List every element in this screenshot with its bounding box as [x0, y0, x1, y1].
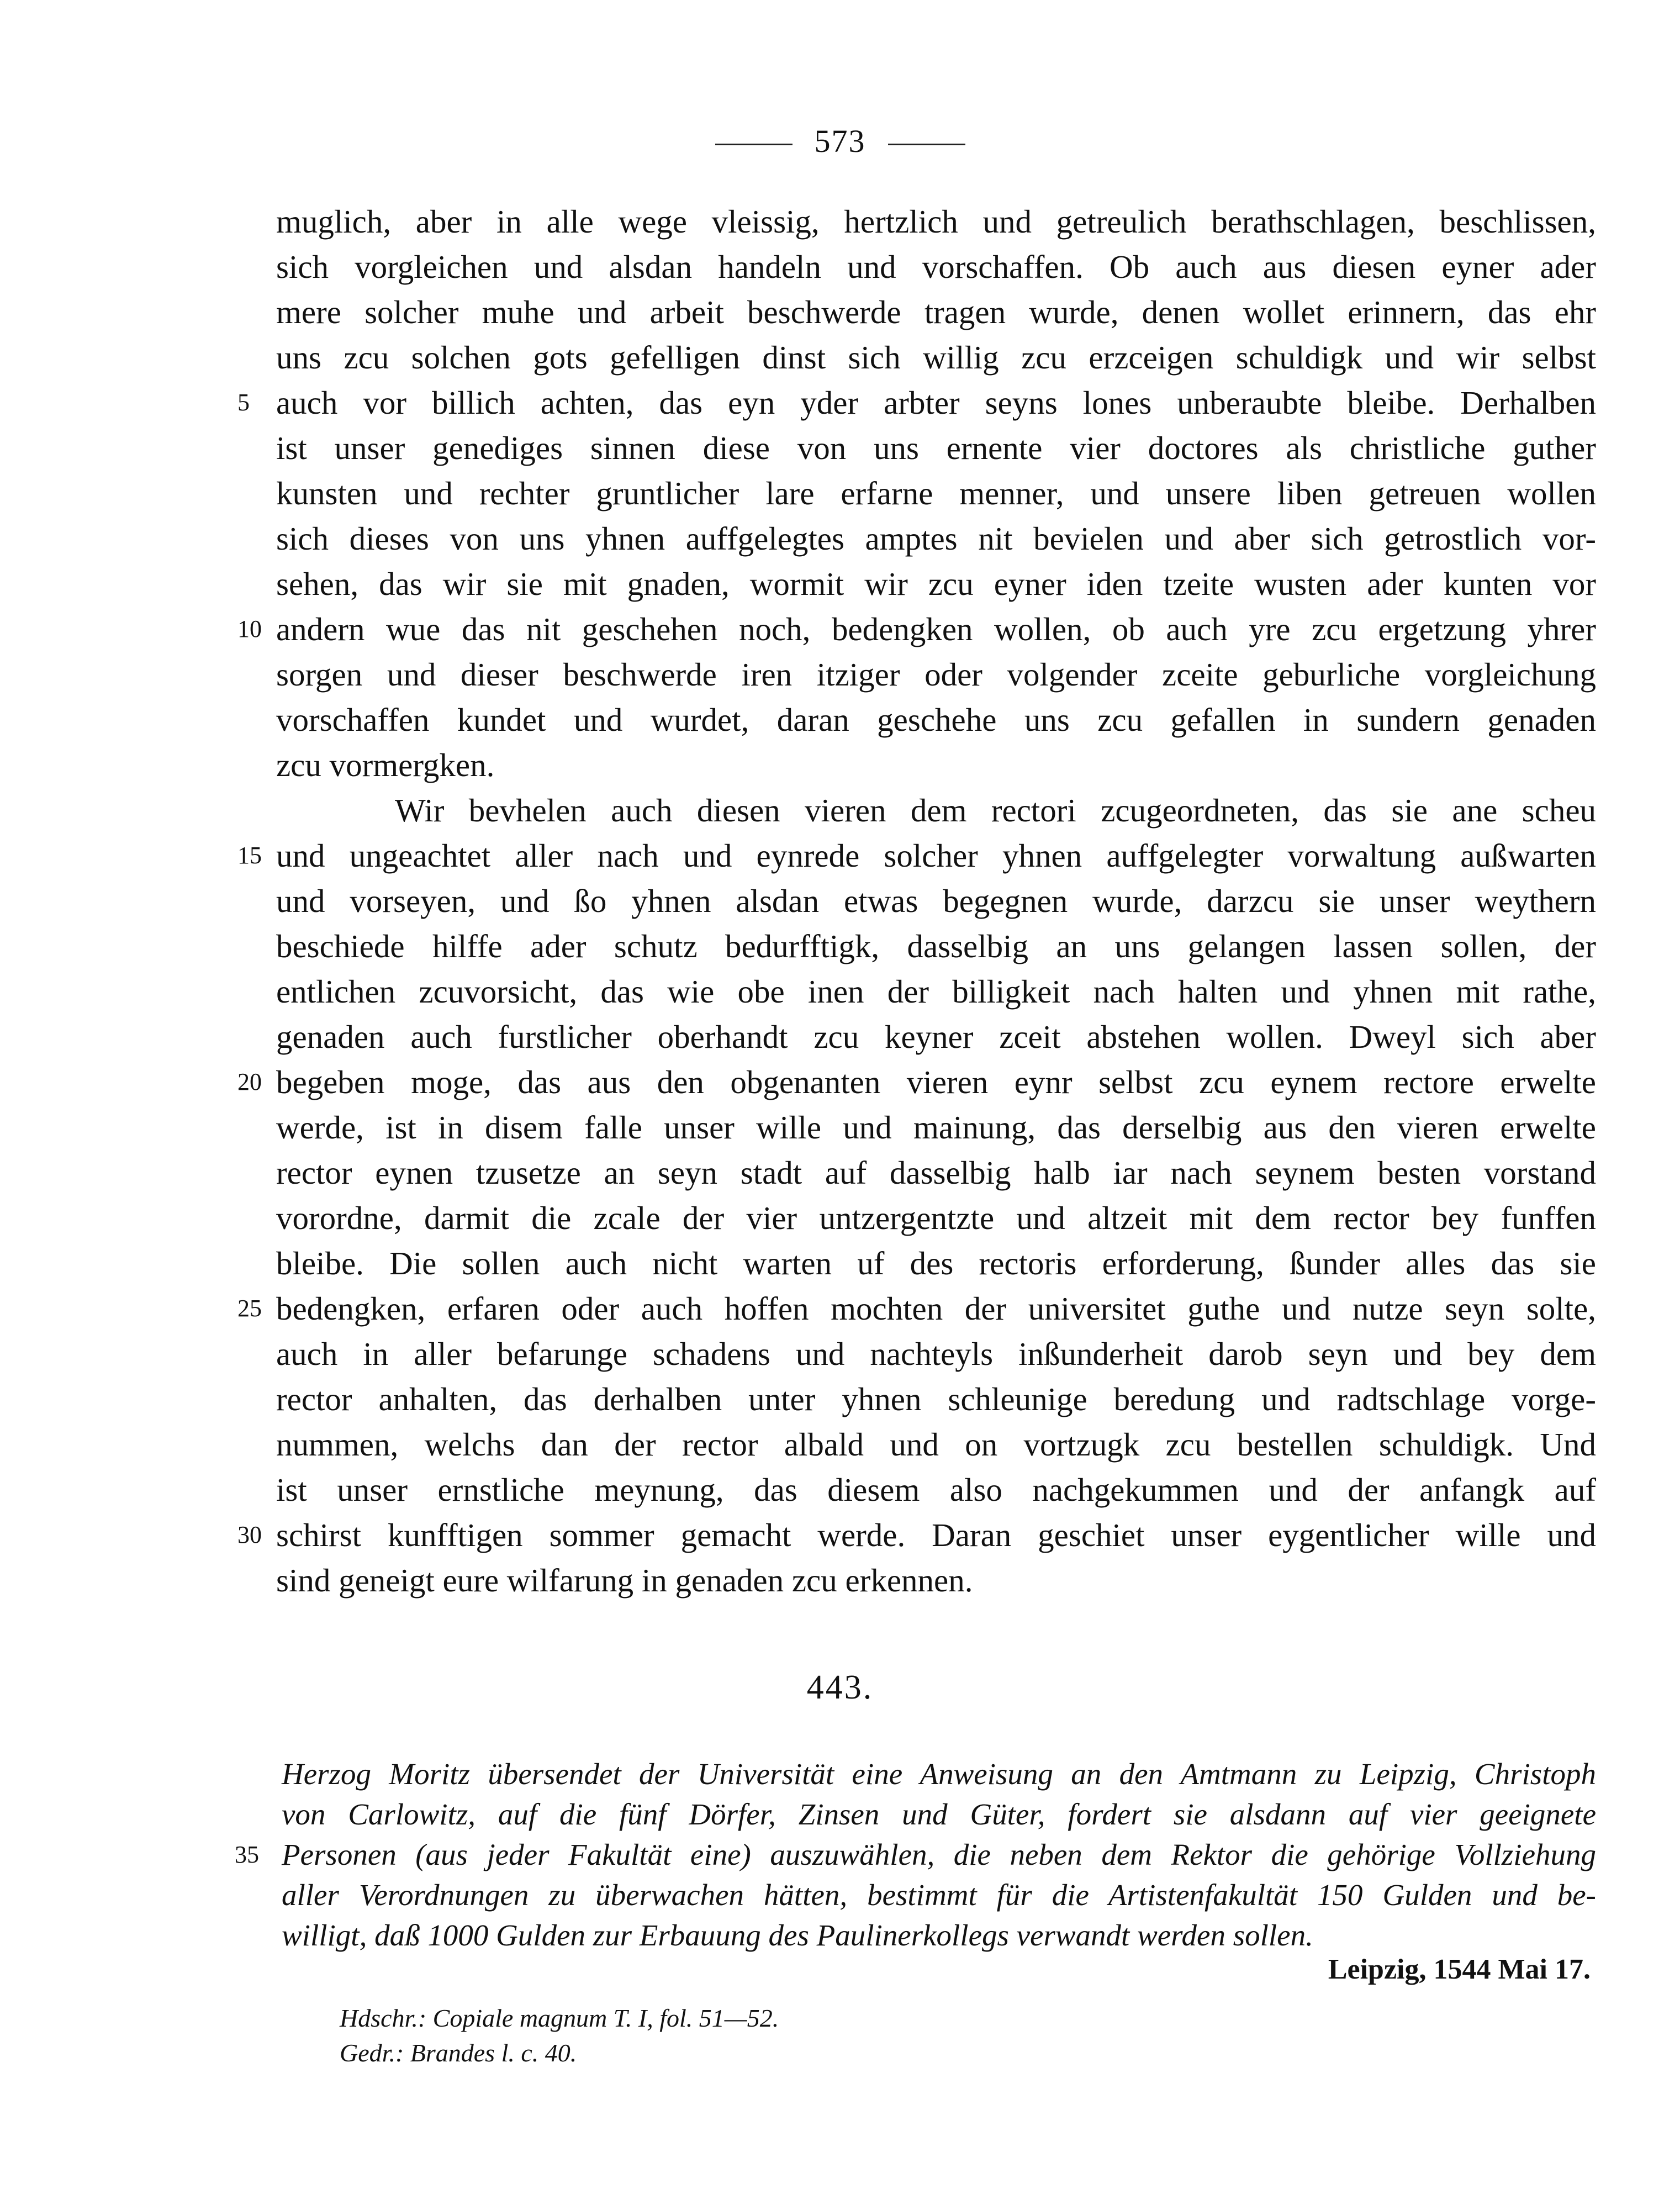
line-text: rector anhalten, das derhalben unter yhnen schleunige beredung und radtschlage vorge-	[276, 1381, 1596, 1417]
line-text: ist unser genediges sinnen diese von uns ernente vier doctores als christliche guther	[276, 430, 1596, 466]
line-text: auch in aller befarunge schadens und nachteyls inßunderheit darob seyn und bey dem	[276, 1336, 1596, 1372]
text-line	[237, 1286, 1596, 1331]
summary-line	[235, 1834, 1596, 1875]
line-text: genaden auch furstlicher oberhandt zcu keyner zceit abstehen wollen. Dweyl sich aber	[276, 1019, 1596, 1055]
line-text: sehen, das wir sie mit gnaden, wormit wir zcu eyner iden tzeite wusten ader kunten vor	[276, 566, 1596, 602]
summary-text: willigt, daß 1000 Gulden zur Erbauung des Paulinerkollegs verwandt werden sollen.	[282, 1918, 1313, 1952]
text-line	[276, 969, 1596, 1014]
text-line	[276, 425, 1596, 471]
text-line	[237, 380, 1596, 425]
page-header	[0, 123, 1680, 160]
line-text: zcu vormergken.	[276, 747, 495, 783]
text-line	[276, 924, 1596, 969]
summary-line	[282, 1794, 1596, 1834]
document-body	[237, 199, 1596, 1603]
text-line	[276, 244, 1596, 289]
text-line	[276, 1105, 1596, 1150]
source-manuscript: Hdschr.: Copiale magnum T. I, fol. 51—52.	[340, 2004, 779, 2032]
line-text: andern wue das nit geschehen noch, bedengken wollen, ob auch yre zcu ergetzung yhrer	[276, 611, 1596, 647]
text-line	[276, 561, 1596, 606]
text-line	[276, 289, 1596, 335]
summary-line	[282, 1754, 1596, 1794]
text-line	[276, 199, 1596, 244]
line-text: rector eynen tzusetze an seyn stadt auf dasselbig halb iar nach seynem besten vorstand	[276, 1154, 1596, 1191]
text-line	[276, 697, 1596, 742]
summary-text: Herzog Moritz übersendet der Universität eine Anweisung an den Amtmann zu Leipzig, Christoph	[282, 1757, 1596, 1791]
line-text: sich dieses von uns yhnen auffgelegtes amptes nit bevielen und aber sich getrostlich vor-	[276, 520, 1596, 557]
line-text: sich vorgleichen und alsdan handeln und vorschaffen. Ob auch aus diesen eyner ader	[276, 249, 1596, 285]
text-line	[276, 471, 1596, 516]
line-number: 20	[237, 1068, 262, 1095]
line-number: 30	[237, 1521, 262, 1548]
text-line	[276, 788, 1596, 833]
text-line	[276, 1422, 1596, 1467]
line-text: schirst kunfftigen sommer gemacht werde. Daran geschiet unser eygentlicher wille und	[276, 1517, 1596, 1553]
text-line	[276, 1558, 1596, 1603]
text-line	[276, 1376, 1596, 1422]
text-line	[237, 1059, 1596, 1105]
source-notes	[340, 2001, 779, 2070]
text-line	[237, 606, 1596, 652]
text-line	[276, 1014, 1596, 1059]
line-text: vorordne, darmit die zcale der vier untzergentzte und altzeit mit dem rector bey funffen	[276, 1200, 1596, 1236]
summary-text: von Carlowitz, auf die fünf Dörfer, Zinsen und Güter, fordert sie alsdann auf vier geeignete	[282, 1797, 1596, 1831]
summary-text: aller Verordnungen zu überwachen hätten, bestimmt für die Artistenfakultät 150 Gulden und be-	[282, 1878, 1596, 1912]
dateline: Leipzig, 1544 Mai 17.	[1328, 1954, 1591, 1985]
text-line	[276, 335, 1596, 380]
line-number: 10	[237, 615, 262, 642]
text-line	[237, 833, 1596, 878]
header-rule-right	[888, 144, 965, 145]
text-line	[276, 516, 1596, 561]
summary-text: Personen (aus jeder Fakultät eine) auszuwählen, die neben dem Rektor die gehörige Vollziehung	[282, 1838, 1596, 1871]
line-text: bedengken, erfaren oder auch hoffen mochten der universitet guthe und nutze seyn solte,	[276, 1290, 1596, 1327]
text-line	[276, 1241, 1596, 1286]
text-line	[276, 652, 1596, 697]
text-line	[276, 1150, 1596, 1195]
line-text: entlichen zcuvorsicht, das wie obe inen der billigkeit nach halten und yhnen mit rathe,	[276, 973, 1596, 1010]
page-number: 573	[814, 123, 866, 159]
line-number: 25	[237, 1295, 262, 1322]
line-text: muglich, aber in alle wege vleissig, hertzlich und getreulich berathschlagen, beschlissen,	[276, 203, 1596, 240]
line-text: begeben moge, das aus den obgenanten vieren eynr selbst zcu eynem rectore erwelte	[276, 1064, 1596, 1100]
line-text: nummen, welchs dan der rector albald und on vortzugk zcu bestellen schuldigk. Und	[276, 1426, 1596, 1463]
text-line	[276, 742, 1596, 788]
line-text: ist unser ernstliche meynung, das diesem also nachgekummen und der anfangk auf	[276, 1471, 1596, 1508]
text-line	[276, 1467, 1596, 1512]
line-text: und vorseyen, und ßo yhnen alsdan etwas begegnen wurde, darzcu sie unser weythern	[276, 883, 1596, 919]
line-text: uns zcu solchen gots gefelligen dinst sich willig zcu erzceigen schuldigk und wir selbst	[276, 339, 1596, 376]
line-text: sorgen und dieser beschwerde iren itziger oder volgender zceite geburliche vorgleichung	[276, 656, 1596, 693]
line-number: 35	[235, 1841, 259, 1868]
text-line	[276, 878, 1596, 924]
line-text: vorschaffen kundet und wurdet, daran geschehe uns zcu gefallen in sundern genaden	[276, 701, 1596, 738]
line-number: 15	[237, 842, 262, 869]
line-text: sind geneigt eure wilfarung in genaden zcu erkennen.	[276, 1562, 973, 1599]
line-text: und ungeachtet aller nach und eynrede solcher yhnen auffgelegter vorwaltung außwarten	[276, 837, 1596, 874]
line-text: beschiede hilffe ader schutz bedurfftigk, dasselbig an uns gelangen lassen sollen, der	[276, 928, 1596, 964]
summary-line	[282, 1915, 1596, 1955]
section-summary	[235, 1754, 1596, 1955]
line-number: 5	[237, 389, 250, 416]
section-number: 443.	[806, 1669, 874, 1706]
text-line	[276, 1331, 1596, 1376]
summary-line	[282, 1875, 1596, 1915]
text-line	[237, 1512, 1596, 1558]
line-text: mere solcher muhe und arbeit beschwerde tragen wurde, denen wollet erinnern, das ehr	[276, 294, 1596, 330]
source-printed: Gedr.: Brandes l. c. 40.	[340, 2039, 577, 2067]
line-text: bleibe. Die sollen auch nicht warten uf des rectoris erforderung, ßunder alles das sie	[276, 1245, 1596, 1281]
line-text: auch vor billich achten, das eyn yder arbter seyns lones unberaubte bleibe. Derhalben	[276, 384, 1596, 421]
line-text: Wir bevhelen auch diesen vieren dem rectori zcugeordneten, das sie ane scheu	[395, 792, 1596, 829]
line-text: kunsten und rechter gruntlicher lare erfarne menner, und unsere liben getreuen wollen	[276, 475, 1596, 511]
line-text: werde, ist in disem falle unser wille und mainung, das derselbig aus den vieren erwelte	[276, 1109, 1596, 1146]
header-rule-left	[715, 144, 793, 145]
text-line	[276, 1195, 1596, 1241]
